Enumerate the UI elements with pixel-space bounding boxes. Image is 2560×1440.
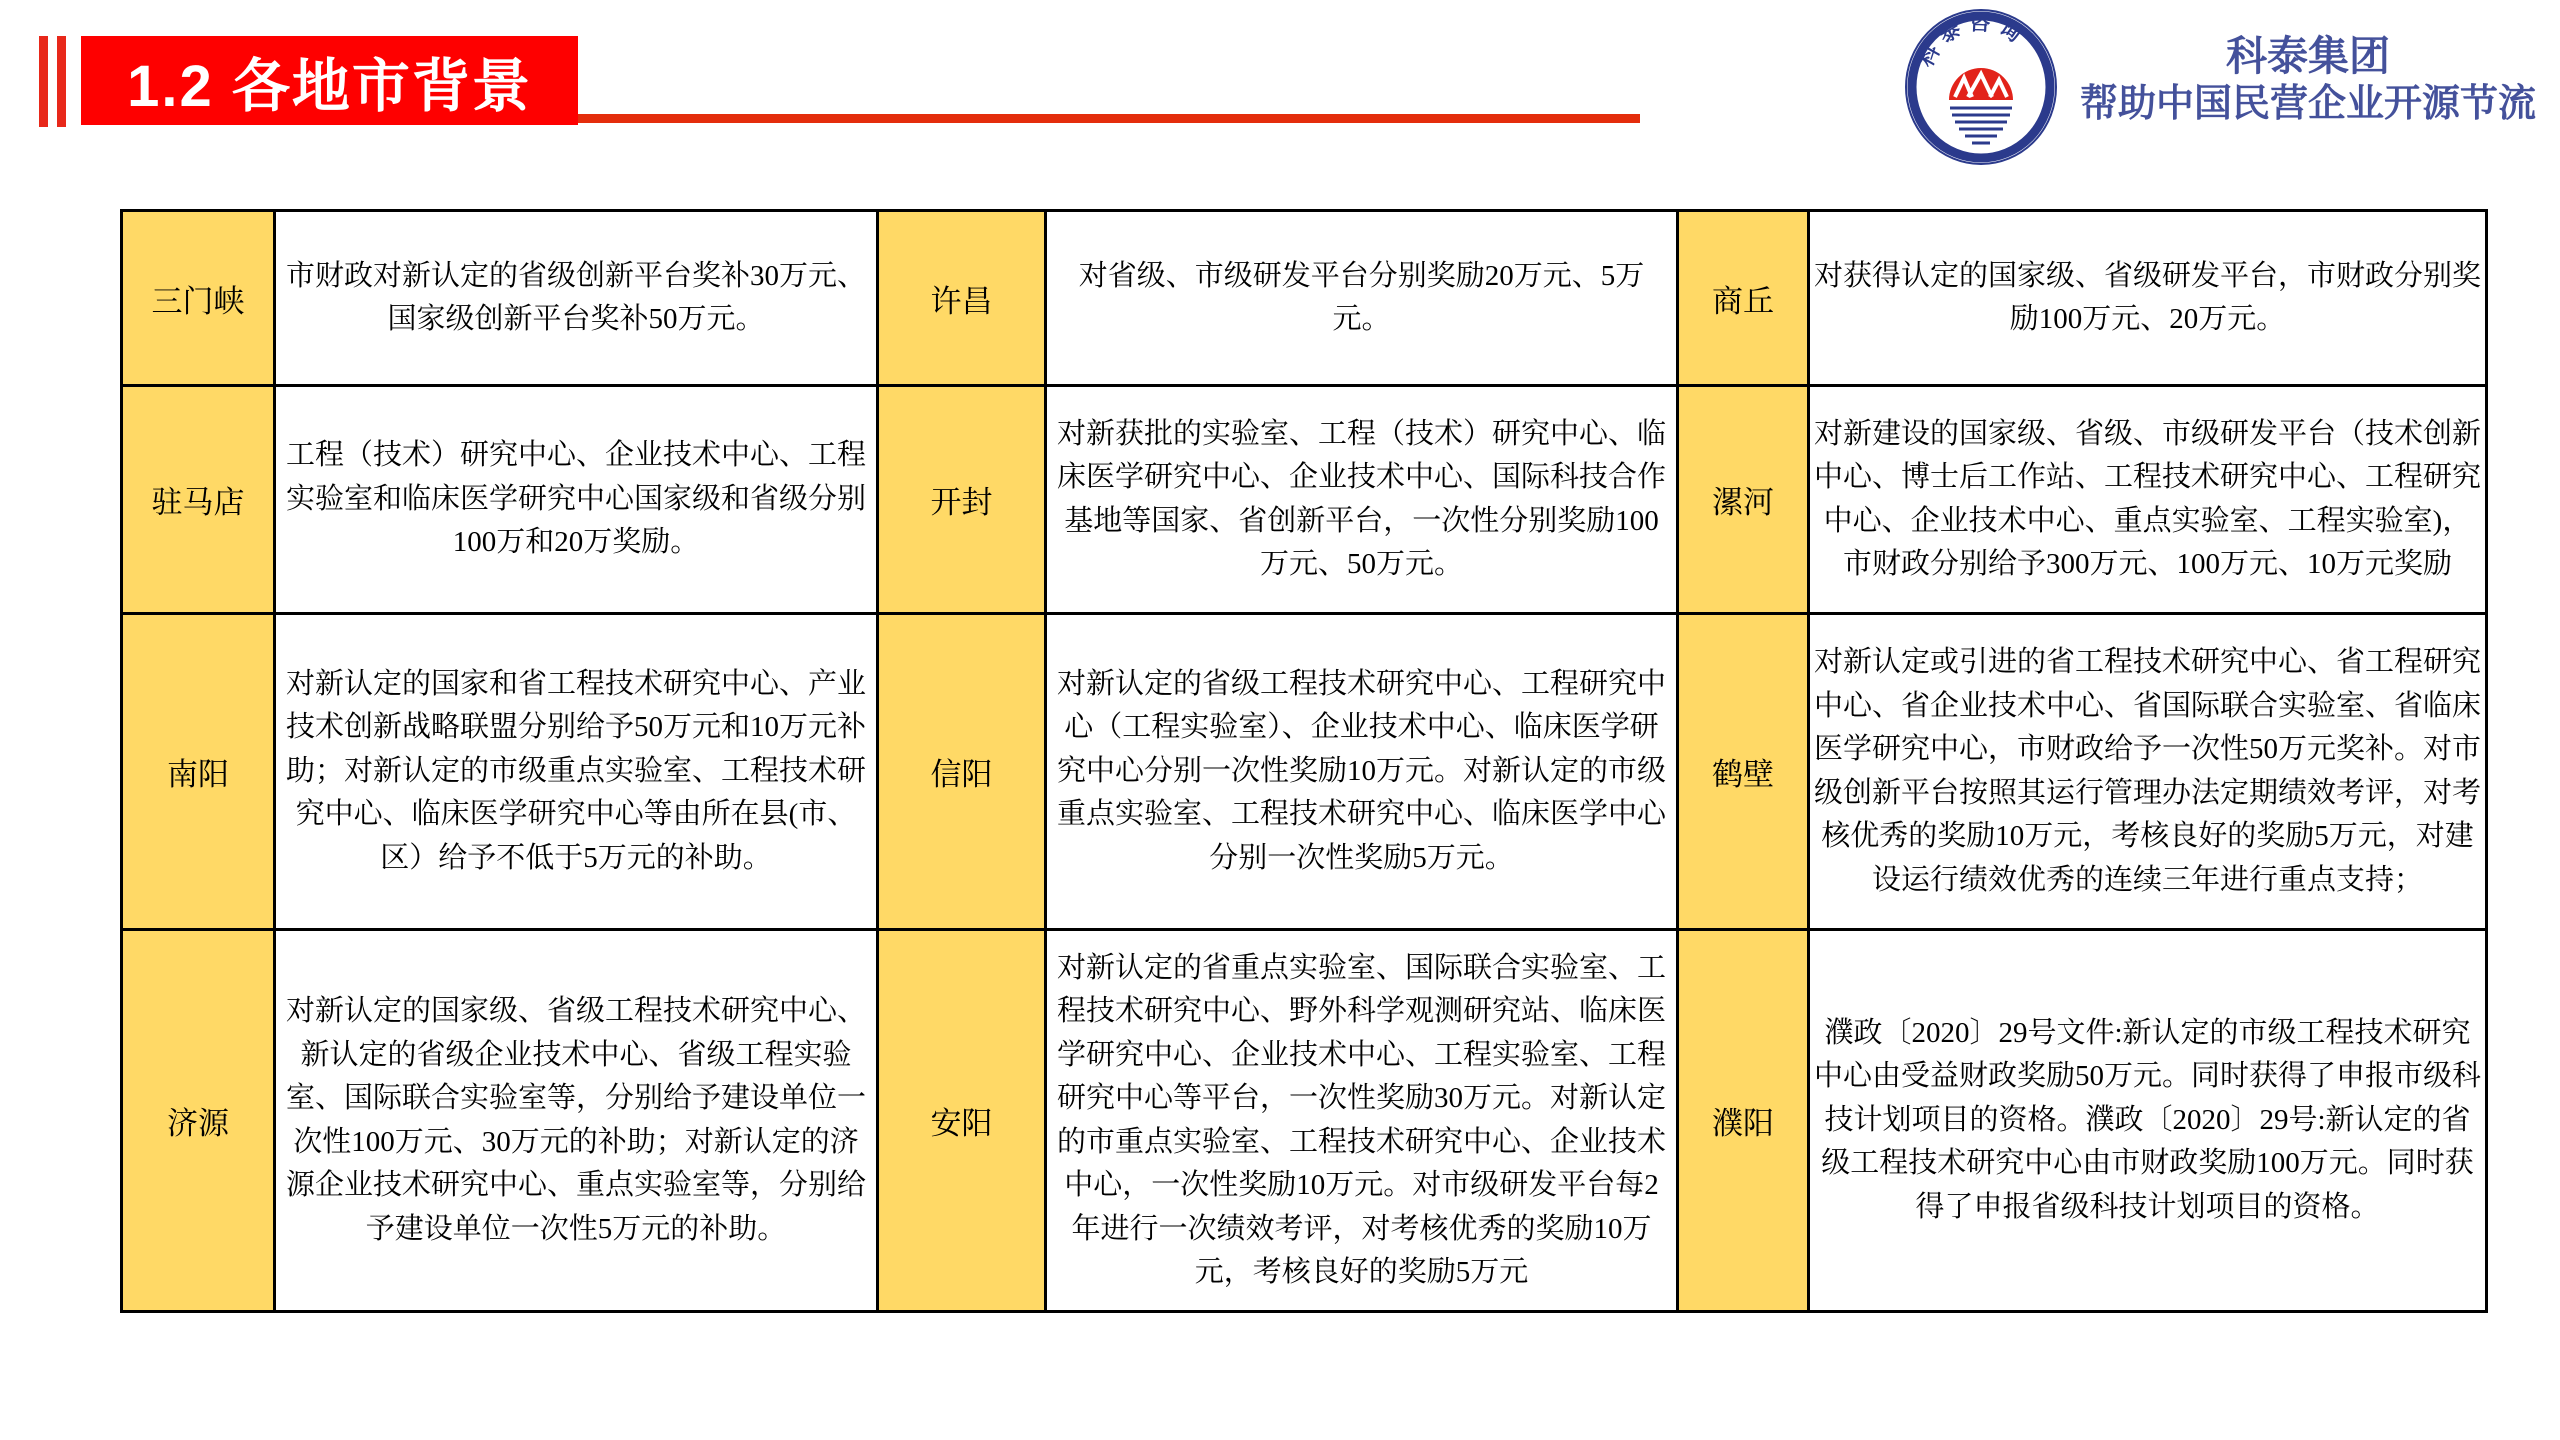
- company-logo-icon: [1904, 8, 2058, 166]
- policy-cell: 市财政对新认定的省级创新平台奖补30万元、国家级创新平台奖补50万元。: [275, 211, 878, 386]
- policy-cell: 对获得认定的国家级、省级研发平台，市财政分别奖励100万元、20万元。: [1809, 211, 2487, 386]
- policy-cell: 对省级、市级研发平台分别奖励20万元、5万元。: [1046, 211, 1678, 386]
- city-cell: 开封: [878, 386, 1046, 614]
- city-cell: 濮阳: [1678, 930, 1809, 1312]
- city-cell: 信阳: [878, 614, 1046, 930]
- title-accent-bar: [57, 36, 66, 127]
- city-cell: 南阳: [122, 614, 275, 930]
- policy-cell: 工程（技术）研究中心、企业技术中心、工程实验室和临床医学研究中心国家级和省级分别100万和20万奖励。: [275, 386, 878, 614]
- policy-cell: 对新认定或引进的省工程技术研究中心、省工程研究中心、省企业技术中心、省国际联合实验室、省临床医学研究中心，市财政给予一次性50万元奖补。对市级创新平台按照其运行管理办法定期绩效考评，对考核优秀的奖励10万元，考核良好的奖励5万元，对建设运行绩效优秀的连续三年进行重点支持；: [1809, 614, 2487, 930]
- city-cell: 驻马店: [122, 386, 275, 614]
- section-title-box: [81, 36, 578, 125]
- table-row: [122, 930, 2487, 1312]
- city-cell: 三门峡: [122, 211, 275, 386]
- city-cell: 鹤壁: [1678, 614, 1809, 930]
- policy-cell: 濮政〔2020〕29号文件:新认定的市级工程技术研究中心由受益财政奖励50万元。同时获得了申报市级科技计划项目的资格。濮政〔2020〕29号:新认定的省级工程技术研究中心由市财政奖励100万元。同时获得了申报省级科技计划项目的资格。: [1809, 930, 2487, 1312]
- city-policy-table: [120, 209, 2488, 1313]
- company-slogan: 帮助中国民营企业开源节流: [2079, 83, 2536, 126]
- title-accent-bar: [39, 36, 48, 127]
- policy-cell: 对新建设的国家级、省级、市级研发平台（技术创新中心、博士后工作站、工程技术研究中心、工程研究中心、企业技术中心、重点实验室、工程实验室)，市财政分别给予300万元、100万元、10万元奖励: [1809, 386, 2487, 614]
- city-cell: 商丘: [1678, 211, 1809, 386]
- page-title: 1.2 各地市背景: [127, 53, 532, 119]
- city-cell: 漯河: [1678, 386, 1809, 614]
- city-cell: 许昌: [878, 211, 1046, 386]
- policy-cell: 对新认定的国家和省工程技术研究中心、产业技术创新战略联盟分别给予50万元和10万元补助；对新认定的市级重点实验室、工程技术研究中心、临床医学研究中心等由所在县(市、区）给予不低于5万元的补助。: [275, 614, 878, 930]
- table-row: [122, 614, 2487, 930]
- city-cell: 济源: [122, 930, 275, 1312]
- city-cell: 安阳: [878, 930, 1046, 1312]
- policy-cell: 对新认定的省重点实验室、国际联合实验室、工程技术研究中心、野外科学观测研究站、临床医学研究中心、企业技术中心、工程实验室、工程研究中心等平台，一次性奖励30万元。对新认定的市重点实验室、工程技术研究中心、企业技术中心，一次性奖励10万元。对市级研发平台每2年进行一次绩效考评，对考核优秀的奖励10万元，考核良好的奖励5万元: [1046, 930, 1678, 1312]
- table-row: [122, 386, 2487, 614]
- policy-cell: 对新认定的国家级、省级工程技术研究中心、新认定的省级企业技术中心、省级工程实验室、国际联合实验室等，分别给予建设单位一次性100万元、30万元的补助；对新认定的济源企业技术研究中心、重点实验室等，分别给予建设单位一次性5万元的补助。: [275, 930, 878, 1312]
- policy-cell: 对新认定的省级工程技术研究中心、工程研究中心（工程实验室）、企业技术中心、临床医学研究中心分别一次性奖励10万元。对新认定的市级重点实验室、工程技术研究中心、临床医学中心分别一次性奖励5万元。: [1046, 614, 1678, 930]
- company-name: 科泰集团: [2226, 33, 2390, 79]
- brand-text: [2066, 34, 2550, 130]
- policy-cell: 对新获批的实验室、工程（技术）研究中心、临床医学研究中心、企业技术中心、国际科技合作基地等国家、省创新平台，一次性分别奖励100万元、50万元。: [1046, 386, 1678, 614]
- logo-ring-text: 科泰咨询: [1914, 11, 2032, 71]
- table-row: [122, 211, 2487, 386]
